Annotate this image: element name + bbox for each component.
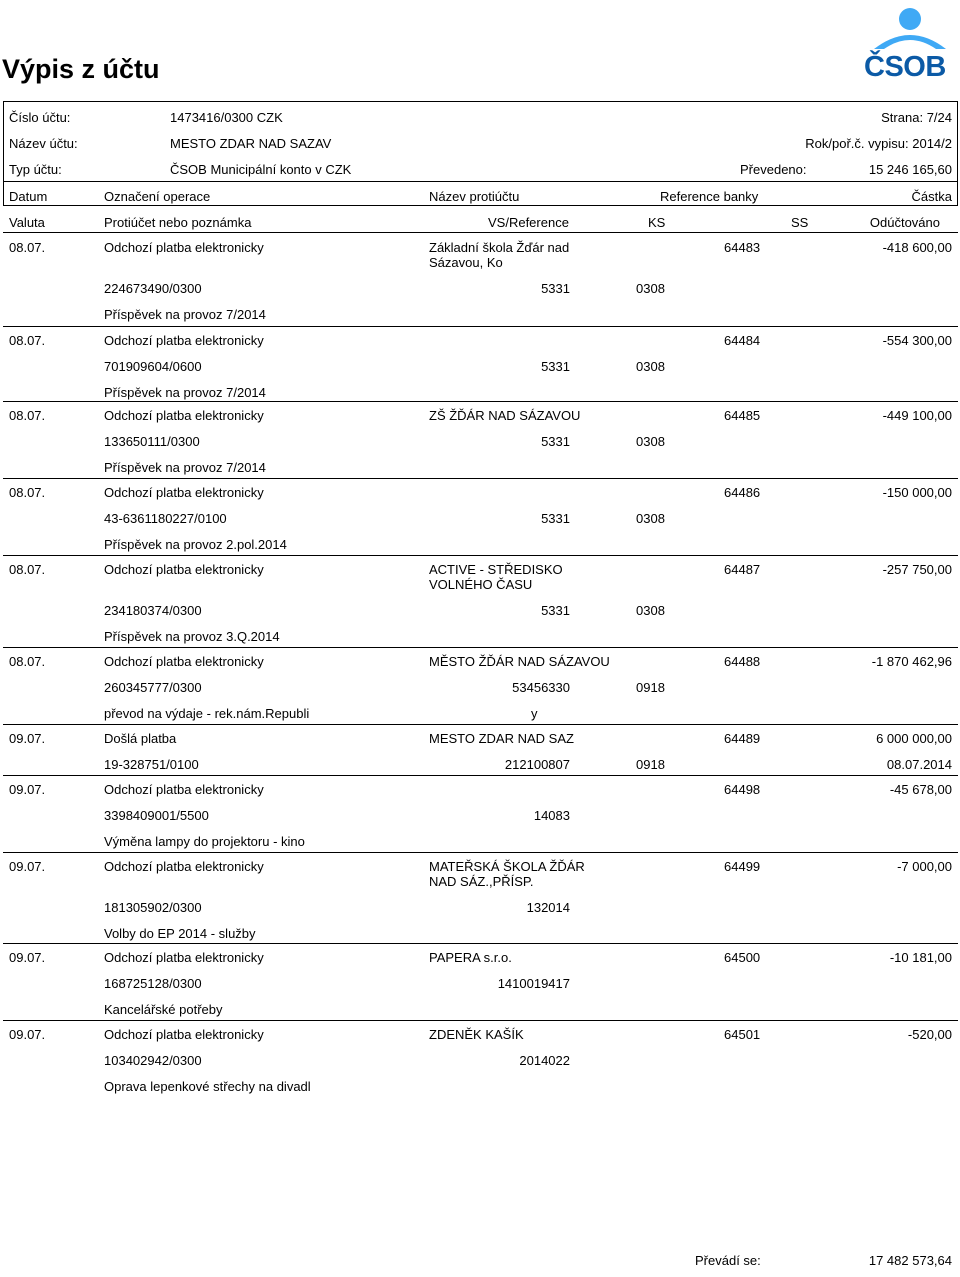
row-divider xyxy=(3,724,958,725)
tx-vs: 53456330 xyxy=(512,680,570,695)
tx-counter-account: 224673490/0300 xyxy=(104,281,202,296)
transferred-amount: 15 246 165,60 xyxy=(868,162,952,177)
tx-counter-account: 3398409001/5500 xyxy=(104,808,209,823)
tx-date: 08.07. xyxy=(9,240,46,255)
tx-bank-reference: 64483 xyxy=(724,240,761,255)
tx-amount: -45 678,00 xyxy=(889,782,952,797)
tx-vs-cont: y xyxy=(531,706,538,721)
header-divider-2 xyxy=(3,232,958,233)
tx-amount: -449 100,00 xyxy=(882,408,952,423)
tx-note: Oprava lepenkové střechy na divadl xyxy=(104,1079,311,1094)
tx-note: Příspěvek na provoz 7/2014 xyxy=(104,385,266,400)
account-type-label: Typ účtu: xyxy=(9,162,62,177)
tx-counterparty: Základní škola Žďár nad xyxy=(429,240,570,255)
tx-note: Příspěvek na provoz 3.Q.2014 xyxy=(104,629,280,644)
tx-counter-account: 19-328751/0100 xyxy=(104,757,199,772)
tx-bank-reference: 64499 xyxy=(724,859,761,874)
tx-note: Kancelářské potřeby xyxy=(104,1002,223,1017)
tx-operation: Odchozí platba elektronicky xyxy=(104,1027,264,1042)
tx-ks: 0308 xyxy=(636,359,665,374)
tx-date: 09.07. xyxy=(9,731,46,746)
tx-amount: -1 870 462,96 xyxy=(871,654,952,669)
tx-operation: Odchozí platba elektronicky xyxy=(104,859,264,874)
col-amount: Částka xyxy=(911,189,952,204)
tx-date: 08.07. xyxy=(9,562,46,577)
tx-amount: -554 300,00 xyxy=(882,333,952,348)
tx-amount: -257 750,00 xyxy=(882,562,952,577)
row-divider xyxy=(3,401,958,402)
tx-vs: 1410019417 xyxy=(497,976,570,991)
tx-counter-account: 701909604/0600 xyxy=(104,359,202,374)
tx-operation: Odchozí platba elektronicky xyxy=(104,485,264,500)
row-divider xyxy=(3,943,958,944)
tx-bank-reference: 64488 xyxy=(724,654,761,669)
csob-logo-icon xyxy=(864,5,956,51)
tx-vs: 5331 xyxy=(541,281,570,296)
col-vs: VS/Reference xyxy=(488,215,569,230)
tx-amount: 6 000 000,00 xyxy=(876,731,952,746)
carry-label: Převádí se: xyxy=(695,1253,761,1268)
row-divider xyxy=(3,326,958,327)
tx-note: Příspěvek na provoz 7/2014 xyxy=(104,460,266,475)
tx-note: Volby do EP 2014 - služby xyxy=(104,926,256,941)
row-divider xyxy=(3,647,958,648)
tx-date: 09.07. xyxy=(9,950,46,965)
tx-bank-reference: 64485 xyxy=(724,408,761,423)
statement-year: Rok/poř.č. vypisu: 2014/2 xyxy=(805,136,952,151)
tx-counter-account: 260345777/0300 xyxy=(104,680,202,695)
tx-amount: -150 000,00 xyxy=(882,485,952,500)
tx-date: 09.07. xyxy=(9,1027,46,1042)
tx-date: 09.07. xyxy=(9,859,46,874)
tx-vs: 132014 xyxy=(526,900,570,915)
tx-ks: 0308 xyxy=(636,281,665,296)
account-name: MESTO ZDAR NAD SAZAV xyxy=(170,136,332,151)
tx-bank-reference: 64487 xyxy=(724,562,761,577)
tx-operation: Odchozí platba elektronicky xyxy=(104,333,264,348)
tx-counterparty: VOLNÉHO ČASU xyxy=(429,577,533,592)
csob-logo xyxy=(864,5,956,85)
row-divider xyxy=(3,478,958,479)
carry-amount: 17 482 573,64 xyxy=(868,1253,952,1268)
row-divider xyxy=(3,555,958,556)
tx-date: 08.07. xyxy=(9,408,46,423)
tx-operation: Odchozí platba elektronicky xyxy=(104,408,264,423)
tx-counterparty: Sázavou, Ko xyxy=(429,255,503,270)
tx-booked: 08.07.2014 xyxy=(886,757,952,772)
tx-date: 09.07. xyxy=(9,782,46,797)
col-bank-reference: Reference banky xyxy=(660,189,759,204)
tx-operation: Odchozí platba elektronicky xyxy=(104,654,264,669)
col-operation: Označení operace xyxy=(104,189,211,204)
col-date: Datum xyxy=(9,189,48,204)
tx-note: Příspěvek na provoz 2.pol.2014 xyxy=(104,537,287,552)
tx-note: Výměna lampy do projektoru - kino xyxy=(104,834,305,849)
col-counterparty: Název protiúčtu xyxy=(429,189,520,204)
tx-operation: Odchozí platba elektronicky xyxy=(104,562,264,577)
page-title: Výpis z účtu xyxy=(2,54,160,84)
col-ks: KS xyxy=(648,215,666,230)
row-divider xyxy=(3,1020,958,1021)
tx-operation: Došlá platba xyxy=(104,731,177,746)
tx-counter-account: 133650111/0300 xyxy=(104,434,200,449)
tx-vs: 5331 xyxy=(541,434,570,449)
tx-amount: -7 000,00 xyxy=(897,859,952,874)
tx-vs: 212100807 xyxy=(504,757,570,772)
tx-counterparty: ZDENĚK KAŠÍK xyxy=(429,1027,524,1042)
tx-counter-account: 234180374/0300 xyxy=(104,603,202,618)
tx-note: převod na výdaje - rek.nám.Republi xyxy=(104,706,310,721)
header-divider-1 xyxy=(3,181,958,182)
row-divider xyxy=(3,775,958,776)
tx-counter-account: 103402942/0300 xyxy=(104,1053,202,1068)
tx-counterparty: ZŠ ŽĎÁR NAD SÁZAVOU xyxy=(429,408,581,423)
row-divider xyxy=(3,852,958,853)
tx-bank-reference: 64489 xyxy=(724,731,761,746)
tx-counter-account: 181305902/0300 xyxy=(104,900,202,915)
tx-amount: -520,00 xyxy=(907,1027,952,1042)
col-booked: Odúčtováno xyxy=(869,215,940,230)
tx-counterparty: MATEŘSKÁ ŠKOLA ŽĎÁR xyxy=(429,859,585,874)
tx-vs: 14083 xyxy=(533,808,570,823)
tx-date: 08.07. xyxy=(9,485,46,500)
tx-bank-reference: 64500 xyxy=(724,950,761,965)
tx-counterparty: NAD SÁZ.,PŘÍSP. xyxy=(429,874,534,889)
tx-ks: 0308 xyxy=(636,434,665,449)
col-value-date: Valuta xyxy=(9,215,45,230)
tx-vs: 2014022 xyxy=(519,1053,570,1068)
tx-bank-reference: 64501 xyxy=(724,1027,761,1042)
tx-ks: 0308 xyxy=(636,603,665,618)
tx-bank-reference: 64498 xyxy=(724,782,761,797)
tx-operation: Odchozí platba elektronicky xyxy=(104,782,264,797)
tx-bank-reference: 64484 xyxy=(724,333,761,348)
tx-counterparty: MESTO ZDAR NAD SAZ xyxy=(429,731,574,746)
tx-counterparty: ACTIVE - STŘEDISKO xyxy=(429,562,563,577)
page-indicator: Strana: 7/24 xyxy=(881,110,952,125)
account-name-label: Název účtu: xyxy=(9,136,78,151)
tx-vs: 5331 xyxy=(541,603,570,618)
tx-vs: 5331 xyxy=(541,359,570,374)
account-number: 1473416/0300 CZK xyxy=(170,110,283,125)
tx-ks: 0918 xyxy=(636,757,665,772)
account-type: ČSOB Municipální konto v CZK xyxy=(170,162,352,177)
tx-ks: 0918 xyxy=(636,680,665,695)
tx-bank-reference: 64486 xyxy=(724,485,761,500)
tx-date: 08.07. xyxy=(9,654,46,669)
col-counter-account: Protiúčet nebo poznámka xyxy=(104,215,252,230)
logo-text: ČSOB xyxy=(864,51,946,83)
tx-amount: -10 181,00 xyxy=(889,950,952,965)
account-number-label: Číslo účtu: xyxy=(9,110,71,125)
tx-note: Příspěvek na provoz 7/2014 xyxy=(104,307,266,322)
tx-counter-account: 168725128/0300 xyxy=(104,976,202,991)
tx-counter-account: 43-6361180227/0100 xyxy=(104,511,227,526)
tx-amount: -418 600,00 xyxy=(882,240,952,255)
tx-ks: 0308 xyxy=(636,511,665,526)
tx-date: 08.07. xyxy=(9,333,46,348)
transferred-label: Převedeno: xyxy=(740,162,807,177)
tx-vs: 5331 xyxy=(541,511,570,526)
col-ss: SS xyxy=(791,215,809,230)
tx-operation: Odchozí platba elektronicky xyxy=(104,240,264,255)
tx-counterparty: PAPERA s.r.o. xyxy=(429,950,512,965)
tx-counterparty: MĚSTO ŽĎÁR NAD SÁZAVOU xyxy=(429,654,610,669)
tx-operation: Odchozí platba elektronicky xyxy=(104,950,264,965)
